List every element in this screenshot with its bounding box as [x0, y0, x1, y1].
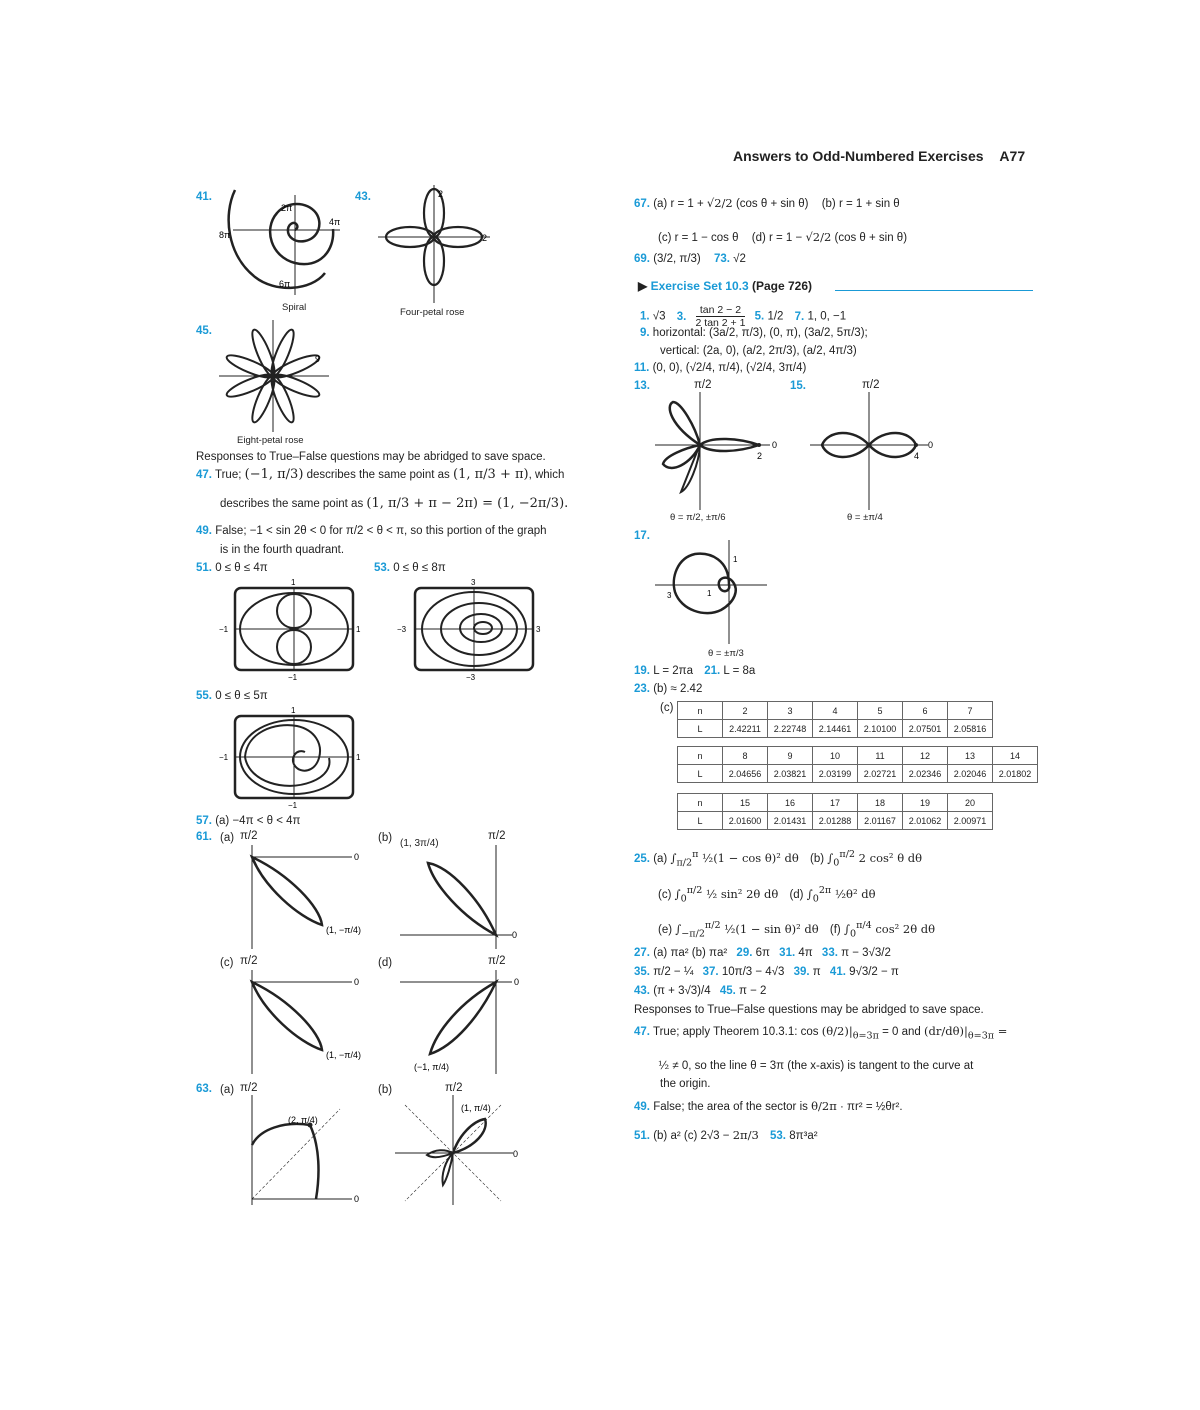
exercise-number: 69.	[634, 253, 650, 265]
exercise-set-heading: ▶ Exercise Set 10.3 (Page 726)	[638, 279, 813, 293]
answer-67-cd: (c) r = 1 − cos θ (d) r = 1 − √2/2 (cos θ + sin θ)	[658, 230, 908, 244]
answer-47-right: 47. True; apply Theorem 10.3.1: $\cos (\theta/2)|_{\theta=3\pi} = 0$ and $(dr/d\theta)|_{\theta=3\pi}$ =	[634, 1024, 1008, 1042]
graph-61c	[240, 970, 370, 1075]
table-row	[678, 765, 1038, 783]
exercise-number: 51.	[196, 562, 212, 574]
answer-23	[634, 682, 702, 696]
answer-text: (a) r = 1 +	[653, 198, 704, 210]
axis-label: 0	[514, 977, 520, 987]
answer-text: 6π	[755, 947, 770, 959]
exercise-number: 63.	[196, 1083, 212, 1095]
table-cell: n	[678, 794, 723, 812]
part-label: (b)	[378, 1084, 393, 1096]
exercise-number: 23.	[634, 683, 650, 695]
part-label: (f)	[829, 923, 841, 936]
table-cell: 2.01802	[993, 765, 1038, 783]
answer-69: 69. (3/2, π/3) 73. √2	[634, 253, 746, 265]
answer-49	[196, 524, 547, 538]
table-cell: 2.01167	[858, 812, 903, 830]
exercise-number: 27.	[634, 947, 650, 959]
rose-label: 2	[438, 189, 444, 199]
exercise-number: 53.	[769, 1130, 786, 1142]
exercise-number: 3.	[676, 310, 687, 323]
axis-label: 0	[772, 440, 778, 450]
table-cell: 2.01431	[768, 812, 813, 830]
exercise-set-label: Exercise Set 10.3	[650, 279, 749, 293]
part-label: (a)	[220, 1084, 235, 1096]
exercise-number: 1.	[640, 310, 650, 323]
table-cell: n	[678, 702, 723, 720]
graph-53	[393, 576, 553, 684]
graph-55	[215, 704, 365, 812]
table-cell: L	[678, 812, 723, 830]
axis-label: −3	[397, 625, 407, 634]
table-cell: 8	[723, 747, 768, 765]
axis-label: π/2	[240, 830, 258, 842]
part-label: (b)	[810, 852, 825, 865]
part-label: (c)	[220, 957, 234, 969]
answer-text: False; the area of the sector is	[653, 1101, 808, 1113]
fraction-denominator: 2 tan 2 + 1	[695, 317, 746, 329]
answer-text: True; apply Theorem 10.3.1: cos	[653, 1026, 819, 1038]
part-label: (d)	[378, 957, 393, 969]
answer-text: π − 3√3/2	[841, 947, 891, 959]
graph-51	[215, 576, 365, 684]
axis-label: 1	[707, 589, 712, 598]
four-petal-rose-figure	[378, 185, 493, 305]
spiral-label: 8π	[219, 230, 231, 240]
exercise-number: 21.	[704, 665, 721, 677]
table-row	[678, 720, 993, 738]
answer-27-33	[634, 946, 891, 960]
exercise-number: 57.	[196, 815, 212, 827]
table-cell: 7	[948, 702, 993, 720]
part-label: (b)	[378, 832, 393, 844]
axis-label: 1	[291, 706, 296, 715]
graph-17	[655, 540, 770, 645]
exercise-number: 49.	[634, 1101, 650, 1113]
exercise-number: 31.	[779, 947, 796, 959]
graph-15	[810, 392, 940, 512]
axis-label: 4	[914, 451, 920, 461]
table-cell: 16	[768, 794, 813, 812]
answer-text: , which	[528, 469, 565, 481]
exercise-number: 39.	[793, 966, 810, 978]
answer-text: vertical: (2a, 0), (a/2, 2π/3), (a/2, 4π/3)	[660, 345, 857, 357]
exercise-number: 53.	[374, 562, 390, 574]
eight-petal-rose-figure	[215, 320, 333, 435]
exercise-number: 25.	[634, 852, 650, 865]
answer-19-21	[634, 664, 755, 678]
tf-note: Responses to True–False questions may be abridged to save space.	[634, 1004, 984, 1016]
answer-text: L = 2πa	[653, 665, 694, 677]
table-cell: 18	[858, 794, 903, 812]
answer-text: describes the same point as	[220, 498, 364, 510]
axis-label: 0	[354, 977, 360, 987]
graph-13	[655, 392, 785, 512]
exercise-number: 29.	[736, 947, 753, 959]
table-cell: 2.07501	[903, 720, 948, 738]
answer-text: π − 2	[739, 985, 767, 997]
graph-63a	[240, 1095, 370, 1210]
axis-label: π/2	[488, 955, 506, 967]
figure-caption: Eight-petal rose	[237, 435, 304, 446]
exercise-number: 11.	[634, 362, 650, 374]
answer-text: (0, 0), (√2/4, π/4), (√2/4, 3π/4)	[652, 362, 807, 374]
answer-text: · πr² = ½θr².	[840, 1101, 903, 1113]
exercise-number: 15.	[790, 380, 806, 392]
exercise-set-page: (Page 726)	[752, 279, 813, 293]
answer-text: (cos θ + sin θ)	[735, 198, 809, 210]
axis-label: π/2	[445, 1082, 463, 1094]
axis-label: 0	[354, 852, 360, 862]
table-cell: 11	[858, 747, 903, 765]
table-cell: 14	[993, 747, 1038, 765]
exercise-number: 51.	[634, 1130, 650, 1142]
table-cell: 19	[903, 794, 948, 812]
axis-label: −1	[288, 673, 298, 682]
exercise-number: 5.	[754, 310, 765, 323]
page-number: A77	[999, 148, 1026, 164]
answer-text: (d) r = 1 −	[751, 232, 803, 244]
graph-61a	[240, 845, 370, 950]
answer-43-45	[634, 984, 766, 998]
spiral-label: 6π	[279, 279, 291, 289]
answer-text: 9√3/2 − π	[849, 966, 899, 978]
answer-47-line2: ½ ≠ 0, so the line θ = 3π (the x-axis) is tangent to the curve at	[658, 1058, 974, 1072]
table-cell: 13	[948, 747, 993, 765]
answer-35-41	[634, 965, 899, 979]
table-row	[678, 812, 993, 830]
table-cell: L	[678, 765, 723, 783]
answer-text: π	[812, 966, 821, 978]
table-cell: 2.05816	[948, 720, 993, 738]
table-row	[678, 702, 993, 720]
table-cell: 2	[723, 702, 768, 720]
axis-label: 3	[471, 578, 476, 587]
exercise-number: 19.	[634, 665, 650, 677]
tf-note: Responses to True–False questions may be abridged to save space.	[196, 451, 546, 463]
answer-25-ef: (e) $\int_{-\pi/2}^{\pi/2}$ ½(1 − sin θ)² dθ (f) $\int_0^{\pi/4}$ cos² 2θ dθ	[658, 920, 936, 940]
table-row	[678, 747, 1038, 765]
axis-label: π/2	[862, 379, 880, 391]
page-header	[733, 148, 1025, 164]
exercise-number: 55.	[196, 690, 212, 702]
answer-text: 0 ≤ θ ≤ 5π	[215, 690, 268, 702]
answer-text: ≠ 0, so the line θ = 3π (the x-axis) is tangent to the curve at	[672, 1060, 974, 1072]
part-label: (a)	[220, 832, 235, 844]
answer-text: 10π/3 − 4√3	[721, 966, 785, 978]
axis-label: 2	[757, 451, 763, 461]
axis-label: 0	[354, 1194, 360, 1204]
exercise-number: 61.	[196, 831, 212, 843]
answer-text: False; −1 < sin 2θ < 0 for π/2 < θ < π, so this portion of the graph	[215, 525, 547, 537]
answer-text: describes the same point as	[306, 469, 450, 481]
rose-label: 9	[315, 354, 321, 364]
table-cell: 12	[903, 747, 948, 765]
exercise-number: 47.	[634, 1026, 650, 1038]
part-label: (e)	[658, 923, 673, 936]
part-label: (a)	[653, 852, 668, 865]
figure-caption: θ = ±π/3	[708, 648, 744, 659]
exercise-number: 49.	[196, 525, 212, 537]
table-cell: 17	[813, 794, 858, 812]
answer-text: (b) ≈ 2.42	[653, 683, 703, 695]
table-cell: 2.04656	[723, 765, 768, 783]
answer-text: (b) a² (c) 2√3 −	[653, 1130, 730, 1142]
table-row	[678, 794, 993, 812]
table-cell: 2.01062	[903, 812, 948, 830]
table-cell: 2.03821	[768, 765, 813, 783]
answer-text: (cos θ + sin θ)	[834, 232, 908, 244]
answer-text: 1/2	[767, 310, 784, 323]
part-label: (c)	[660, 702, 674, 714]
point-label: (2, π/4)	[288, 1115, 318, 1125]
data-table	[677, 746, 1038, 783]
answer-text: (b) r = 1 + sin θ	[821, 198, 900, 210]
exercise-number: 47.	[196, 469, 212, 481]
answer-text: 4π	[798, 947, 813, 959]
table-cell: 2.14461	[813, 720, 858, 738]
graph-61b	[400, 845, 530, 950]
graph-61d	[400, 970, 530, 1080]
answer-text: = 0 and	[882, 1026, 921, 1038]
table-cell: 2.02046	[948, 765, 993, 783]
axis-label: π/2	[240, 955, 258, 967]
exercise-number: 37.	[702, 966, 719, 978]
table-cell: 3	[768, 702, 813, 720]
data-table	[677, 701, 993, 738]
table-cell: 15	[723, 794, 768, 812]
axis-label: −1	[219, 753, 229, 762]
answer-text: π/2 − ¼	[653, 966, 694, 978]
axis-label: 0	[513, 1149, 519, 1159]
answer-text: horizontal: (3a/2, π/3), (0, π), (3a/2, 5π/3);	[652, 327, 868, 339]
axis-label: 1	[291, 578, 296, 587]
axis-label: π/2	[694, 379, 712, 391]
answer-25-ab: 25. (a) $\int_{\pi/2}^\pi$ ½(1 − cos θ)² dθ (b) $\int_0^{\pi/2}$ 2 cos² θ dθ	[634, 849, 923, 869]
axis-label: 1	[356, 753, 361, 762]
heading-rule	[835, 290, 1033, 291]
axis-label: 3	[536, 625, 541, 634]
answer-text: (a) −4π < θ < 4π	[215, 815, 301, 827]
axis-label: −3	[466, 673, 476, 682]
answer-text: the origin.	[660, 1078, 711, 1090]
table-cell: L	[678, 720, 723, 738]
answer-53	[374, 561, 446, 575]
answer-text: (π + 3√3)/4	[653, 985, 711, 997]
answer-49-right: 49. False; the area of the sector is θ/2π · πr² = ½θr².	[634, 1099, 903, 1113]
table-cell: 10	[813, 747, 858, 765]
point-label: (−1, π/4)	[414, 1062, 449, 1072]
axis-label: π/2	[488, 830, 506, 842]
axis-label: 0	[512, 930, 518, 940]
table-cell: 2.00971	[948, 812, 993, 830]
point-label: (1, π/4)	[461, 1103, 491, 1113]
answer-67: 67. (a) r = 1 + √2/2 (cos θ + sin θ) (b) r = 1 + sin θ	[634, 196, 900, 210]
table-cell: 5	[858, 702, 903, 720]
exercise-number: 43.	[355, 191, 371, 203]
answer-text: (3/2, π/3)	[653, 253, 701, 265]
table-cell: 2.10100	[858, 720, 903, 738]
figure-caption: Spiral	[282, 302, 307, 313]
table-cell: 2.42211	[723, 720, 768, 738]
table-cell: 2.01288	[813, 812, 858, 830]
answer-text: 8π³a²	[789, 1130, 818, 1142]
exercise-number: 41.	[829, 966, 846, 978]
exercise-number: 43.	[634, 985, 650, 997]
exercise-number: 73.	[713, 253, 730, 265]
table-cell: 20	[948, 794, 993, 812]
exercise-number: 67.	[634, 198, 650, 210]
exercise-number: 7.	[794, 310, 805, 323]
answer-text: L = 8a	[723, 665, 756, 677]
table-cell: 4	[813, 702, 858, 720]
part-label: (d)	[789, 888, 804, 901]
exercise-number: 41.	[196, 191, 212, 203]
spiral-label: 2π	[281, 203, 293, 213]
answer-47-line2: describes the same point as (1, π/3 + π − 2π) = (1, −2π/3).	[220, 496, 569, 511]
axis-label: π/2	[240, 1082, 258, 1094]
point-label: (1, −π/4)	[326, 925, 361, 935]
answer-47: 47. True; (−1, π/3) describes the same point as (1, π/3 + π), which	[196, 467, 565, 482]
answer-text: (c) r = 1 − cos θ	[658, 232, 739, 244]
exercise-number: 13.	[634, 380, 650, 392]
table-cell: 2.02721	[858, 765, 903, 783]
axis-label: 1	[356, 625, 361, 634]
answer-51-53: 51. (b) a² (c) 2√3 − 2π/3 53. 8π³a²	[634, 1128, 818, 1142]
answer-text: 0 ≤ θ ≤ 4π	[215, 562, 268, 574]
exercise-number: 17.	[634, 530, 650, 542]
table-cell: 2.01600	[723, 812, 768, 830]
data-table	[677, 793, 993, 830]
answer-55	[196, 689, 268, 703]
answer-57	[196, 814, 300, 828]
answer-text: True;	[215, 469, 242, 481]
exercise-number: 45.	[719, 985, 736, 997]
answer-25-cd: (c) $\int_0^{\pi/2}$ ½ sin² 2θ dθ (d) $\int_0^{2\pi}$ ½θ² dθ	[658, 885, 876, 905]
graph-63b	[395, 1095, 525, 1210]
figure-caption: Four-petal rose	[400, 307, 465, 318]
fraction-numerator: tan 2 − 2	[696, 304, 746, 317]
axis-label: −1	[288, 801, 298, 810]
header-title: Answers to Odd-Numbered Exercises	[733, 148, 984, 164]
axis-label: −1	[219, 625, 229, 634]
answer-text: is in the fourth quadrant.	[220, 544, 345, 556]
exercise-number: 33.	[821, 947, 838, 959]
figure-caption: θ = ±π/4	[847, 512, 883, 523]
spiral-figure	[215, 185, 345, 300]
exercise-number: 9.	[640, 327, 650, 339]
answer-11	[634, 361, 806, 375]
answer-text: 0 ≤ θ ≤ 8π	[393, 562, 446, 574]
answer-text: (a) πa² (b) πa²	[653, 947, 728, 959]
answer-51	[196, 561, 268, 575]
table-cell: 6	[903, 702, 948, 720]
table-cell: 2.02346	[903, 765, 948, 783]
answer-text: √3	[652, 310, 666, 323]
exercise-number: 45.	[196, 325, 212, 337]
figure-caption: θ = π/2, ±π/6	[670, 512, 726, 523]
axis-label: 0	[928, 440, 934, 450]
exercise-number: 35.	[634, 966, 650, 978]
table-cell: 2.03199	[813, 765, 858, 783]
table-cell: n	[678, 747, 723, 765]
point-label: (1, 3π/4)	[400, 838, 439, 849]
table-cell: 2.22748	[768, 720, 813, 738]
table-cell: 9	[768, 747, 813, 765]
point-label: (1, −π/4)	[326, 1050, 361, 1060]
axis-label: 1	[733, 555, 738, 564]
spiral-label: 4π	[329, 217, 341, 227]
answer-9	[640, 326, 868, 340]
answer-text: 1, 0, −1	[807, 310, 847, 323]
rose-label: 2	[482, 233, 488, 243]
axis-label: 3	[667, 591, 672, 600]
part-label: (c)	[658, 888, 672, 901]
